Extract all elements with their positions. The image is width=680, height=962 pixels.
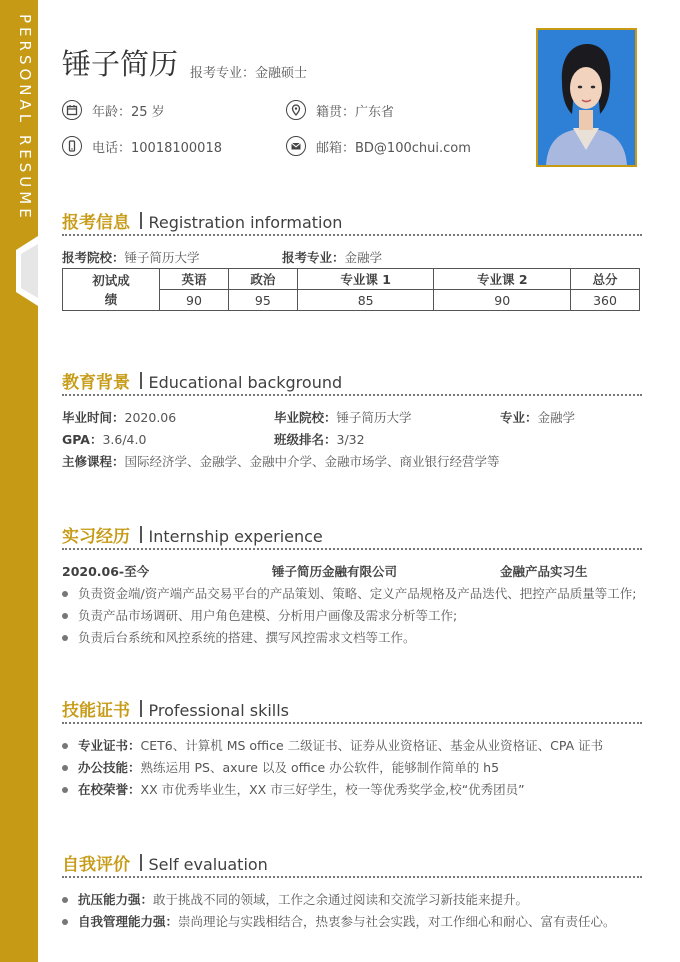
class-rank-value: 3/32 — [336, 432, 365, 447]
score-header: 专业课 2 — [434, 269, 571, 290]
skill-text: XX 市优秀毕业生，XX 市三好学生，校一等优秀奖学金,校“优秀团员” — [140, 782, 525, 797]
section-title-cn: 技能证书 — [62, 701, 130, 721]
email-text: 邮箱：BD@100chui.com — [316, 140, 471, 156]
section-divider — [140, 212, 142, 229]
education-major-label: 专业： — [500, 410, 538, 425]
list-item — [62, 912, 616, 930]
section-title-en: Educational background — [148, 373, 343, 392]
section-title-en: Self evaluation — [148, 855, 268, 874]
section-divider — [140, 526, 142, 543]
evaluation-label: 自我管理能力强： — [78, 914, 179, 929]
class-rank — [274, 430, 365, 448]
section-title-en: Registration information — [148, 213, 343, 232]
location-pin-icon — [286, 100, 306, 120]
origin-text: 籍贯：广东省 — [316, 104, 395, 120]
list-item-text: 负责后台系统和风控系统的搭建、撰写风控需求文档等工作。 — [78, 630, 416, 645]
bullet-dot — [62, 743, 68, 749]
sidebar-title: PERSONAL RESUME — [16, 14, 34, 222]
list-item-text: 负责资金端/资产端产品交易平台的产品策划、策略、定义产品规格及产品迭代、把控产品质量等工作; — [78, 586, 637, 601]
list-item — [62, 758, 499, 776]
main-courses-label: 主修课程： — [62, 454, 125, 469]
list-item — [62, 584, 636, 602]
applied-major-value: 金融学 — [344, 250, 383, 265]
score-value: 90 — [434, 290, 571, 311]
calendar-icon — [62, 100, 82, 120]
section-title-cn: 教育背景 — [62, 373, 130, 393]
list-item — [62, 606, 457, 624]
evaluation-text: 崇尚理论与实践相结合，热衷参与社会实践，对工作细心和耐心、富有责任心。 — [178, 914, 616, 929]
phone-text: 电话：10018100018 — [92, 140, 222, 156]
list-item — [62, 890, 528, 908]
internship-company: 锤子简历金融有限公司 — [272, 564, 398, 579]
score-header: 总分 — [571, 269, 640, 290]
graduation-school — [274, 408, 412, 426]
bullet-dot — [62, 613, 68, 619]
score-table — [62, 268, 640, 311]
section-header-registration — [62, 208, 342, 233]
section-header-internship — [62, 522, 323, 547]
internship-period: 2020.06-至今 — [62, 564, 150, 579]
list-item — [62, 736, 603, 754]
age-text: 年龄：25 岁 — [92, 104, 165, 120]
score-header: 英语 — [160, 269, 229, 290]
bullet-dot — [62, 635, 68, 641]
evaluation-text: 敢于挑战不同的领域，工作之余通过阅读和交流学习新技能来提升。 — [153, 892, 529, 907]
skill-text: 熟练运用 PS、axure 以及 office 办公软件，能够制作简单的 h5 — [140, 760, 500, 775]
info-origin — [286, 100, 394, 120]
applied-school-value: 锤子简历大学 — [124, 250, 200, 265]
section-title-cn: 自我评价 — [62, 855, 130, 875]
section-divider — [140, 854, 142, 871]
info-email — [286, 136, 471, 156]
list-item — [62, 628, 416, 646]
evaluation-label: 抗压能力强： — [78, 892, 154, 907]
gpa — [62, 430, 146, 448]
section-title-en: Internship experience — [148, 527, 323, 546]
profile-photo — [536, 28, 637, 167]
section-underline — [62, 394, 642, 396]
applied-school-label: 报考院校： — [62, 250, 125, 265]
bullet-dot — [62, 591, 68, 597]
applied-major: 报考专业：金融硕士 — [190, 66, 308, 81]
resume-name: 锤子简历 — [62, 47, 179, 81]
internship-role: 金融产品实习生 — [500, 564, 588, 579]
bullet-dot — [62, 897, 68, 903]
graduation-school-value: 锤子简历大学 — [336, 410, 412, 425]
applied-major-row — [282, 248, 382, 266]
section-header-self-evaluation — [62, 850, 268, 875]
section-underline — [62, 876, 642, 878]
score-value: 95 — [228, 290, 297, 311]
score-label-cell — [63, 269, 160, 311]
score-header: 专业课 1 — [297, 269, 434, 290]
score-table-header-row — [63, 269, 640, 290]
main-courses — [62, 452, 500, 470]
applied-school — [62, 248, 200, 266]
section-underline — [62, 548, 642, 550]
bullet-dot — [62, 765, 68, 771]
section-divider — [140, 700, 142, 717]
gpa-value: 3.6/4.0 — [102, 432, 147, 447]
skill-label: 在校荣誉： — [78, 782, 141, 797]
education-major — [500, 408, 575, 426]
applied-major-label: 报考专业： — [282, 250, 345, 265]
info-age — [62, 100, 165, 120]
info-phone — [62, 136, 222, 156]
bullet-dot — [62, 787, 68, 793]
section-header-education — [62, 368, 342, 393]
education-major-value: 金融学 — [537, 410, 576, 425]
section-title-cn: 实习经历 — [62, 527, 130, 547]
score-header: 政治 — [228, 269, 297, 290]
skill-label: 办公技能： — [78, 760, 141, 775]
graduation-time-label: 毕业时间： — [62, 410, 125, 425]
main-courses-value: 国际经济学、金融学、金融中介学、金融市场学、商业银行经营学等 — [124, 454, 500, 469]
envelope-icon — [286, 136, 306, 156]
skill-label: 专业证书： — [78, 738, 141, 753]
list-item — [62, 780, 525, 798]
section-divider — [140, 372, 142, 389]
score-value: 85 — [297, 290, 434, 311]
graduation-time-value: 2020.06 — [124, 410, 177, 425]
skill-text: CET6、计算机 MS office 二级证书、证券从业资格证、基金从业资格证、CPA 证书 — [140, 738, 604, 753]
section-header-skills — [62, 696, 289, 721]
section-title-cn: 报考信息 — [62, 213, 130, 233]
phone-icon — [62, 136, 82, 156]
score-label: 初试成绩 — [92, 272, 130, 307]
graduation-school-label: 毕业院校： — [274, 410, 337, 425]
graduation-time — [62, 408, 176, 426]
class-rank-label: 班级排名： — [274, 432, 337, 447]
section-underline — [62, 722, 642, 724]
list-item-text: 负责产品市场调研、用户角色建模、分析用户画像及需求分析等工作; — [78, 608, 458, 623]
score-value: 90 — [160, 290, 229, 311]
section-underline — [62, 234, 642, 236]
gpa-label: GPA： — [62, 432, 103, 447]
bullet-dot — [62, 919, 68, 925]
section-title-en: Professional skills — [148, 701, 290, 720]
score-value: 360 — [571, 290, 640, 311]
